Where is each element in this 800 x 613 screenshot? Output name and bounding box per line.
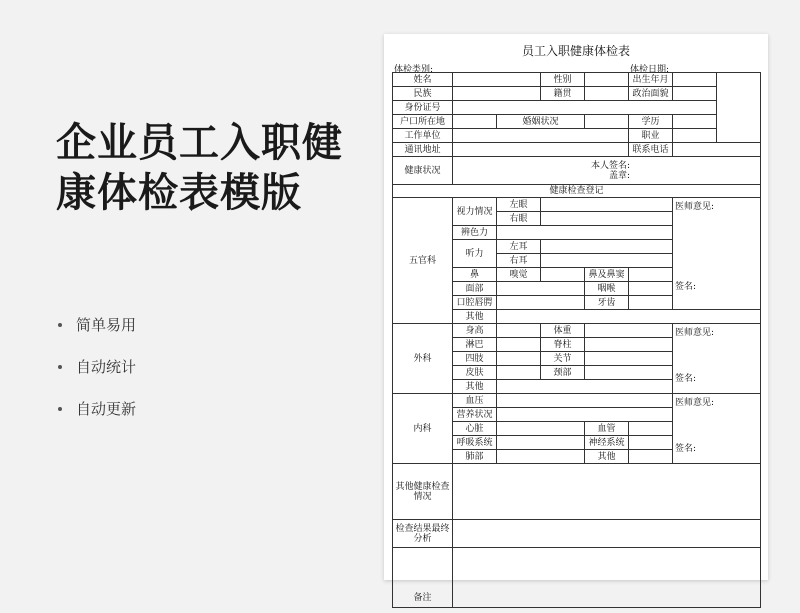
label-birth: 出生年月 [629,73,673,87]
value-birth [673,73,717,87]
label-address: 通讯地址 [393,143,453,157]
label-nose: 鼻 [453,268,497,282]
label-joints: 关节 [541,352,585,366]
label-wuguan-other: 其他 [453,310,497,324]
value-name [453,73,541,87]
label-hearing: 听力 [453,240,497,268]
waike-doctor-opinion [673,324,761,394]
label-hukou: 户口所在地 [393,115,453,129]
label-face: 面部 [453,282,497,296]
wuguan-sign-label: 签名: [675,282,697,292]
value-gender [585,73,629,87]
label-lung: 肺部 [453,450,497,464]
label-respiratory: 呼吸系统 [453,436,497,450]
label-skin: 皮肤 [453,366,497,380]
label-vessel: 血管 [585,422,629,436]
label-heart: 心脏 [453,422,497,436]
label-color-vision: 辨色力 [453,226,497,240]
feature-list [58,312,136,438]
exam-date-label: 体检日期: [630,65,670,75]
label-waike-other: 其他 [453,380,497,394]
label-workplace: 工作单位 [393,129,453,143]
label-marital: 婚姻状况 [497,115,585,129]
label-other-exam: 其他健康检查情况 [393,464,453,520]
label-teeth: 牙齿 [585,296,629,310]
section-wuguan: 五官科 [393,198,453,324]
feature-item-stats: 自动统计 [58,354,136,396]
page-headline: 企业员工入职健康体检表模版 [56,120,343,216]
exam-category-label: 体检类别: [394,65,434,75]
section-neike: 内科 [393,394,453,464]
label-right-ear: 右耳 [497,254,541,268]
label-left-ear: 左耳 [497,240,541,254]
label-native: 籍贯 [541,87,585,101]
wuguan-doctor-opinion [673,198,761,310]
label-job: 职业 [629,129,673,143]
label-final-analysis: 检查结果最终分析 [393,520,453,548]
label-height: 身高 [453,324,497,338]
label-ethnicity: 民族 [393,87,453,101]
label-limbs: 四肢 [453,352,497,366]
label-nervous: 神经系统 [585,436,629,450]
photo-box [717,73,761,143]
label-phone: 联系电话 [629,143,673,157]
wuguan-opinion-label: 医师意见: [675,202,715,212]
waike-sign-label: 签名: [675,374,697,384]
label-political: 政治面貌 [629,87,673,101]
label-blood-pressure: 血压 [453,394,497,408]
neike-opinion-label: 医师意见: [675,398,715,408]
label-id-number: 身份证号 [393,101,453,115]
label-sinus: 鼻及鼻窦 [585,268,629,282]
label-spine: 脊柱 [541,338,585,352]
exam-header: 健康检查登记 [393,185,761,198]
feature-item-easy: 简单易用 [58,312,136,354]
health-form-table [392,72,761,608]
label-throat: 咽喉 [585,282,629,296]
label-nutrition: 营养状况 [453,408,497,422]
label-mouth: 口腔唇腭 [453,296,497,310]
form-title: 员工入职健康体检表 [521,44,630,58]
label-weight: 体重 [541,324,585,338]
feature-item-update: 自动更新 [58,396,136,438]
label-right-eye: 右眼 [497,212,541,226]
neike-doctor-opinion [673,394,761,464]
label-education: 学历 [629,115,673,129]
waike-opinion-label: 医师意见: [675,328,715,338]
label-neike-other: 其他 [585,450,629,464]
neike-sign-label: 签名: [675,444,697,454]
label-smell: 嗅觉 [497,268,541,282]
label-remarks: 备注 [393,548,453,608]
label-gender: 性别 [541,73,585,87]
section-waike: 外科 [393,324,453,394]
label-name: 姓名 [393,73,453,87]
label-lymph: 淋巴 [453,338,497,352]
label-neck: 颈部 [541,366,585,380]
form-preview [384,34,768,603]
label-left-eye: 左眼 [497,198,541,212]
seal-label: 盖章: [608,170,630,181]
label-vision: 视力情况 [453,198,497,226]
label-health-status: 健康状况 [393,157,453,185]
self-sign-area [453,157,761,185]
self-sign-label: 本人签名: [590,160,630,171]
